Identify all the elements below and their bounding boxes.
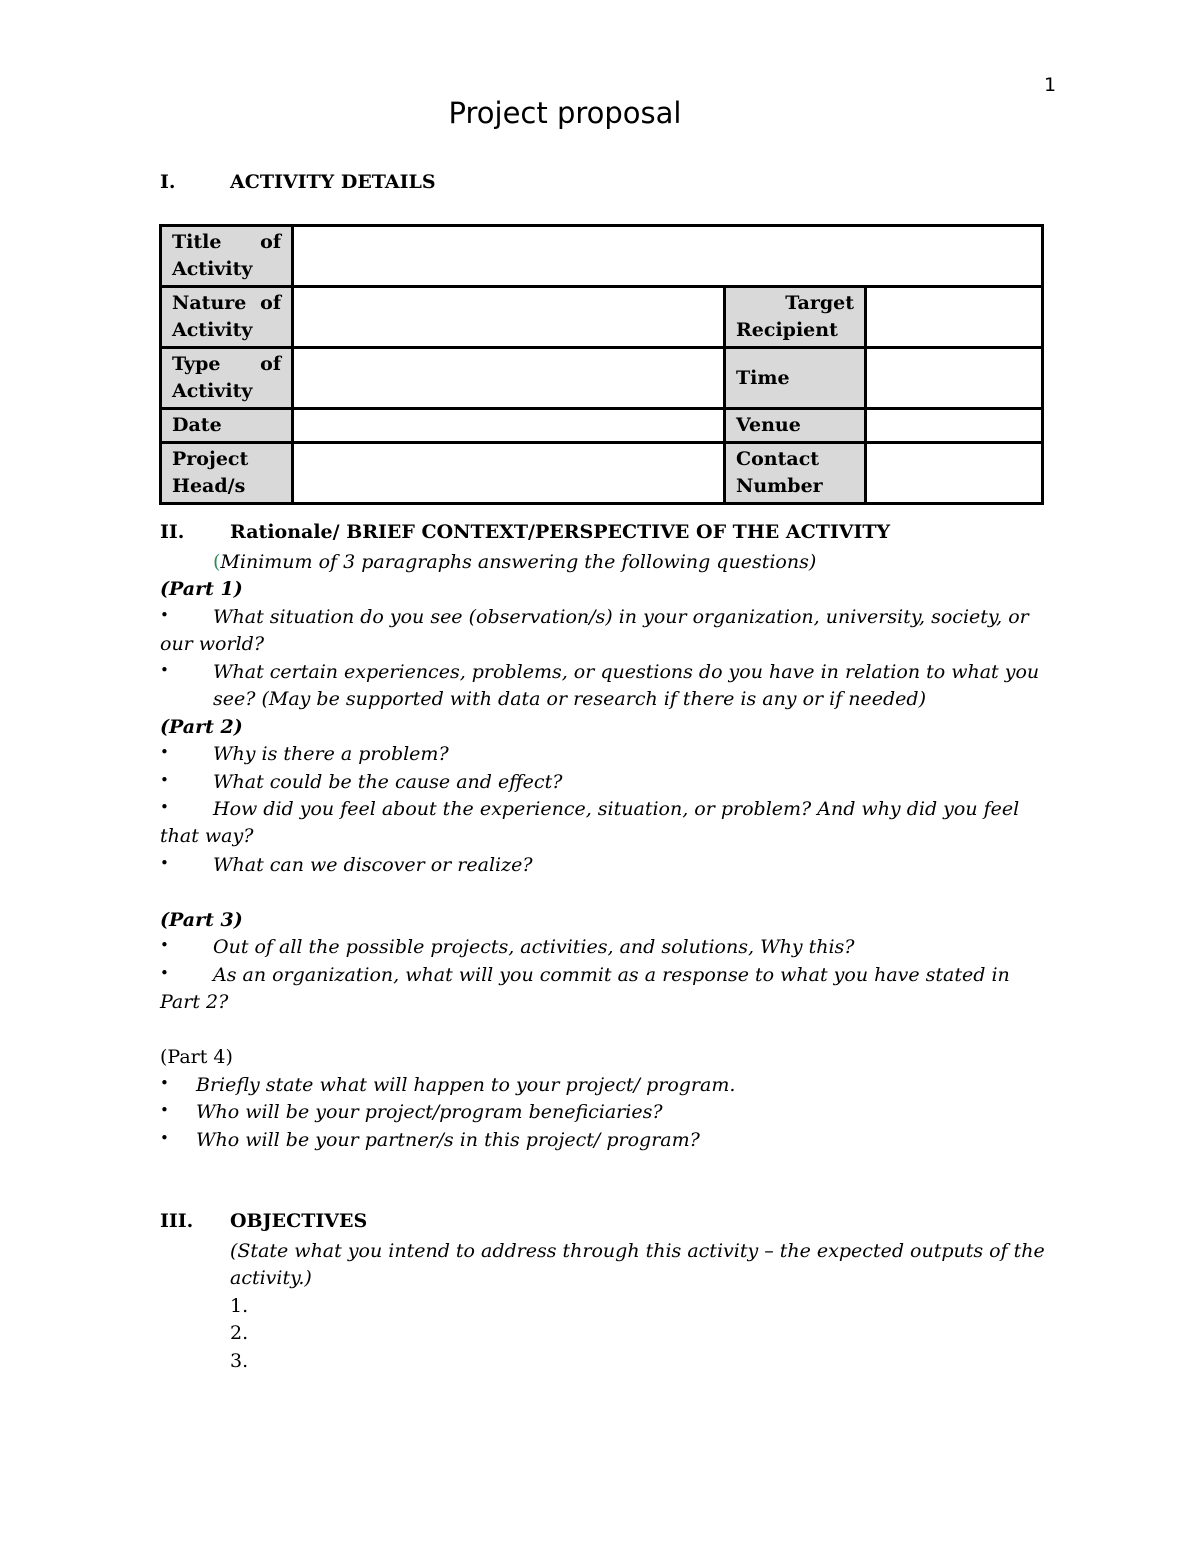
list-item: Out of all the possible projects, activities, and solutions, Why this? (213, 936, 855, 958)
part-1-label: (Part 1) (160, 578, 243, 600)
bullet-icon: • (160, 964, 169, 982)
section-rationale-heading (160, 521, 890, 543)
list-item: What could be the cause and effect? (213, 771, 563, 793)
target-recipient-field[interactable] (866, 287, 1043, 348)
section-title: ACTIVITY DETAILS (230, 171, 436, 193)
list-item-continuation: Part 2? (160, 991, 229, 1013)
list-item-continuation: that way? (160, 825, 254, 847)
part-2-label: (Part 2) (160, 716, 243, 738)
bullet-icon: • (160, 1129, 169, 1147)
title-of-activity-field[interactable] (293, 226, 1043, 287)
time-label: Time (725, 348, 866, 409)
section-objectives-heading (160, 1210, 367, 1232)
venue-field[interactable] (866, 409, 1043, 443)
list-item-continuation: see? (May be supported with data or research if there is any or if needed) (213, 688, 927, 710)
rationale-instruction: (Minimum of 3 paragraphs answering the following questions) (213, 551, 817, 573)
list-item: How did you feel about the experience, situation, or problem? And why did you feel (213, 798, 1020, 820)
table-row (161, 287, 1043, 348)
list-item: What situation do you see (observation/s) in your organization, university, society, or (213, 606, 1029, 628)
list-item: What certain experiences, problems, or questions do you have in relation to what you (213, 661, 1040, 683)
section-title: OBJECTIVES (230, 1210, 368, 1232)
bullet-icon: • (160, 798, 169, 816)
objectives-instruction-continuation: activity.) (230, 1267, 312, 1289)
time-field[interactable] (866, 348, 1043, 409)
bullet-icon: • (160, 854, 169, 872)
type-of-activity-label: Type of Activity (161, 348, 293, 409)
table-row (161, 226, 1043, 287)
bullet-icon: • (160, 1074, 169, 1092)
table-row (161, 348, 1043, 409)
objective-item-2: 2. (230, 1322, 249, 1344)
target-recipient-label: Target Recipient (725, 287, 866, 348)
section-title: Rationale/ BRIEF CONTEXT/PERSPECTIVE OF THE ACTIVITY (230, 521, 891, 543)
bullet-icon: • (160, 606, 169, 624)
contact-number-field[interactable] (866, 443, 1043, 504)
section-number: III. (160, 1210, 194, 1232)
activity-details-table (159, 224, 1044, 505)
contact-number-label: Contact Number (725, 443, 866, 504)
type-of-activity-field[interactable] (293, 348, 725, 409)
bullet-icon: • (160, 743, 169, 761)
section-number: I. (160, 171, 176, 193)
table-row (161, 443, 1043, 504)
nature-of-activity-label: Nature of Activity (161, 287, 293, 348)
list-item: As an organization, what will you commit as a response to what you have stated in (213, 964, 1010, 986)
list-item: Briefly state what will happen to your project/ program. (196, 1074, 736, 1096)
table-row (161, 409, 1043, 443)
part-3-label: (Part 3) (160, 909, 243, 931)
list-item: Why is there a problem? (213, 743, 449, 765)
section-activity-details-heading (160, 171, 436, 193)
nature-of-activity-field[interactable] (293, 287, 725, 348)
list-item: What can we discover or realize? (213, 854, 533, 876)
project-heads-field[interactable] (293, 443, 725, 504)
title-of-activity-label: Title of Activity (161, 226, 293, 287)
page-number: 1 (1044, 74, 1057, 96)
objective-item-3: 3. (230, 1350, 249, 1372)
bullet-icon: • (160, 661, 169, 679)
document-title: Project proposal (448, 96, 682, 130)
list-item-continuation: our world? (160, 633, 265, 655)
bullet-icon: • (160, 1101, 169, 1119)
project-heads-label: Project Head/s (161, 443, 293, 504)
objectives-instruction: (State what you intend to address through this activity – the expected outputs of the (230, 1240, 1045, 1262)
list-item: Who will be your project/program beneficiaries? (196, 1101, 663, 1123)
venue-label: Venue (725, 409, 866, 443)
objective-item-1: 1. (230, 1295, 249, 1317)
part-4-label: (Part 4) (160, 1046, 233, 1068)
bullet-icon: • (160, 936, 169, 954)
list-item: Who will be your partner/s in this project/ program? (196, 1129, 700, 1151)
section-number: II. (160, 521, 185, 543)
date-label: Date (161, 409, 293, 443)
date-field[interactable] (293, 409, 725, 443)
bullet-icon: • (160, 771, 169, 789)
